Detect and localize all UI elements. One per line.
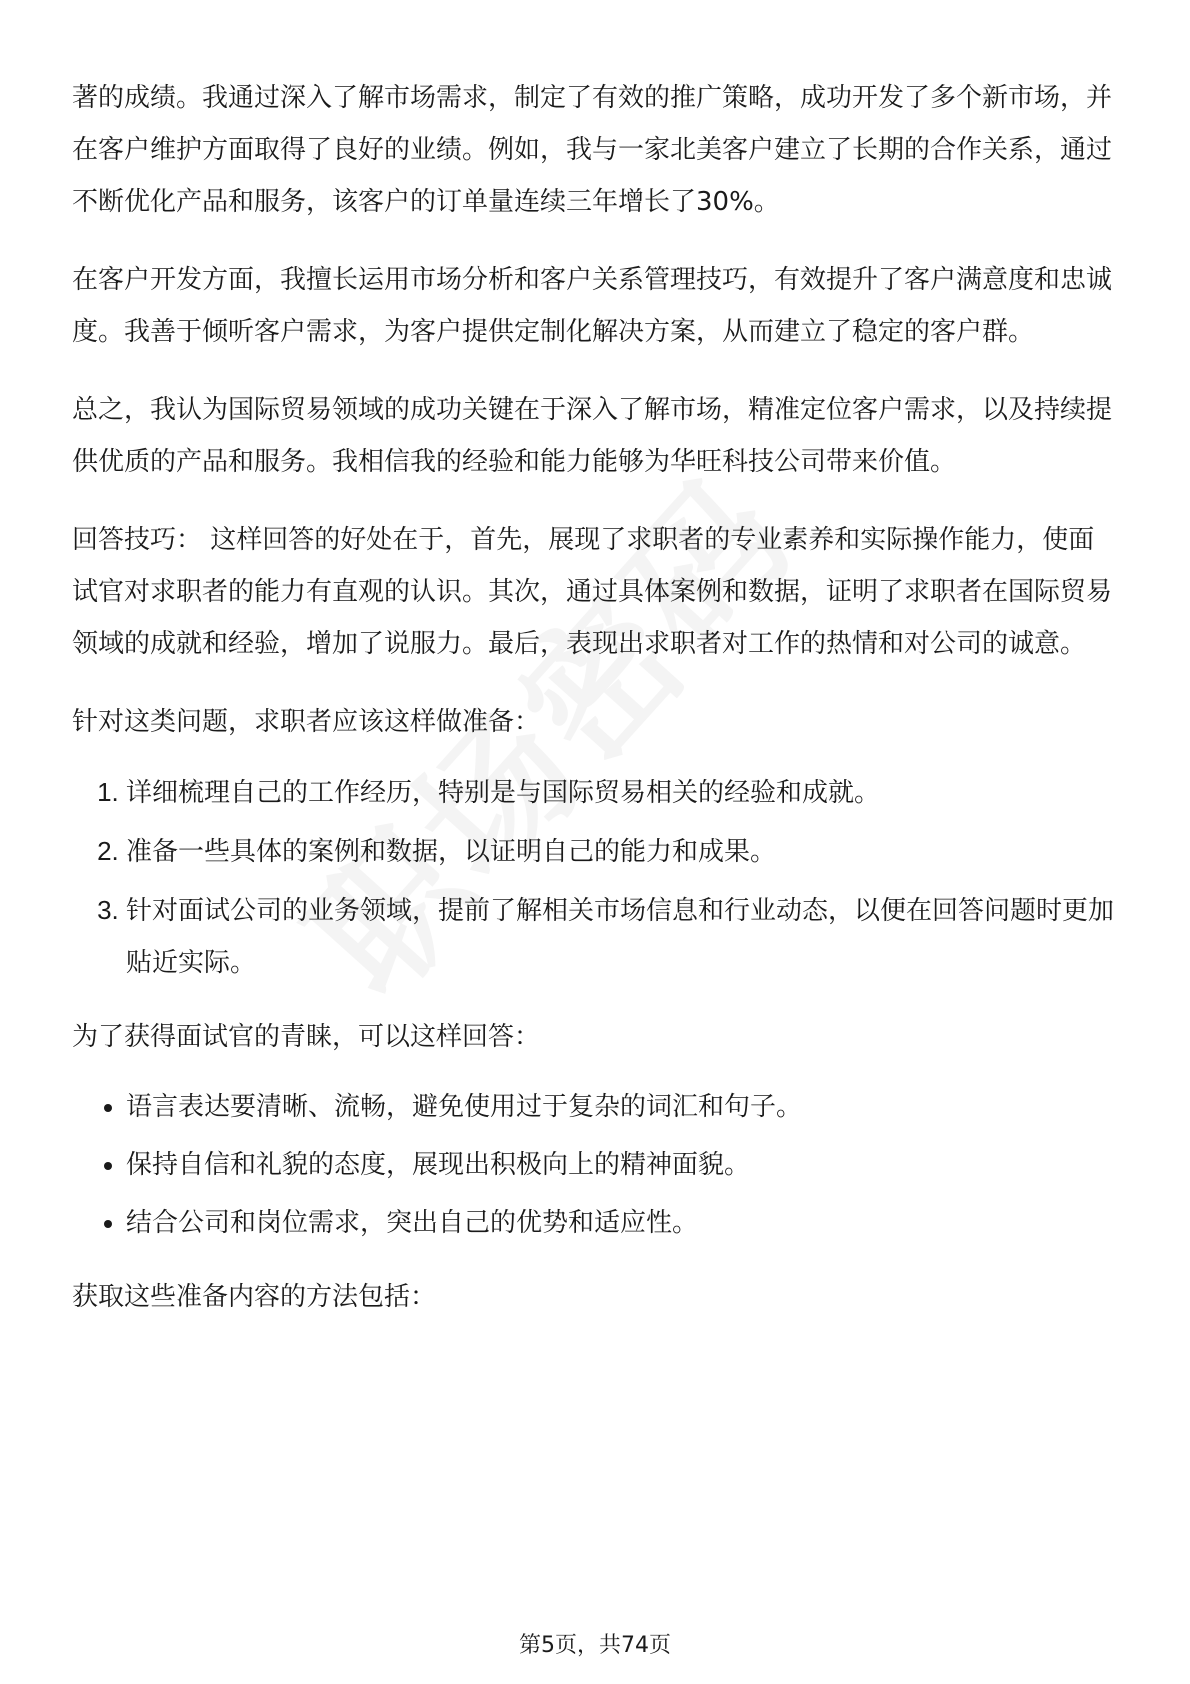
document-body	[72, 72, 1118, 1349]
paragraph-achievements: 著的成绩。我通过深入了解市场需求，制定了有效的推广策略，成功开发了多个新市场，并在客户维护方面取得了良好的业绩。例如，我与一家北美客户建立了长期的合作关系，通过不断优化产品和服务，该客户的订单量连续三年增长了30%。	[72, 83, 1113, 217]
paragraph-answer-intro: 为了获得面试官的青睐，可以这样回答：	[72, 1022, 541, 1052]
list-item: • 结合公司和岗位需求，突出自己的优势和适应性。	[126, 1197, 1118, 1249]
prep-list	[72, 766, 1118, 989]
list-item: 1. 详细梳理自己的工作经历，特别是与国际贸易相关的经验和成就。	[126, 766, 1118, 819]
paragraph-prep-intro: 针对这类问题，求职者应该这样做准备：	[72, 707, 541, 737]
paragraph-answer-tips: 回答技巧： 这样回答的好处在于，首先，展现了求职者的专业素养和实际操作能力，使面试官对求职者的能力有直观的认识。其次，通过具体案例和数据，证明了求职者在国际贸易领域的成就和经验，增加了说服力。最后，表现出求职者对工作的热情和对公司的诚意。	[72, 525, 1113, 659]
list-item: 3. 针对面试公司的业务领域，提前了解相关市场信息和行业动态，以便在回答问题时更加贴近实际。	[126, 884, 1118, 989]
list-item: 2. 准备一些具体的案例和数据，以证明自己的能力和成果。	[126, 825, 1118, 878]
list-item: • 保持自信和礼貌的态度，展现出积极向上的精神面貌。	[126, 1139, 1118, 1191]
list-item: • 语言表达要清晰、流畅，避免使用过于复杂的词汇和句子。	[126, 1081, 1118, 1133]
paragraph-summary: 总之，我认为国际贸易领域的成功关键在于深入了解市场，精准定位客户需求，以及持续提供优质的产品和服务。我相信我的经验和能力能够为华旺科技公司带来价值。	[72, 395, 1113, 477]
paragraph-client-development: 在客户开发方面，我擅长运用市场分析和客户关系管理技巧，有效提升了客户满意度和忠诚度。我善于倾听客户需求，为客户提供定制化解决方案，从而建立了稳定的客户群。	[72, 265, 1113, 347]
page-number: 第5页，共74页	[519, 1633, 671, 1658]
answer-list	[72, 1081, 1118, 1249]
paragraph-methods-intro: 获取这些准备内容的方法包括：	[72, 1282, 437, 1312]
